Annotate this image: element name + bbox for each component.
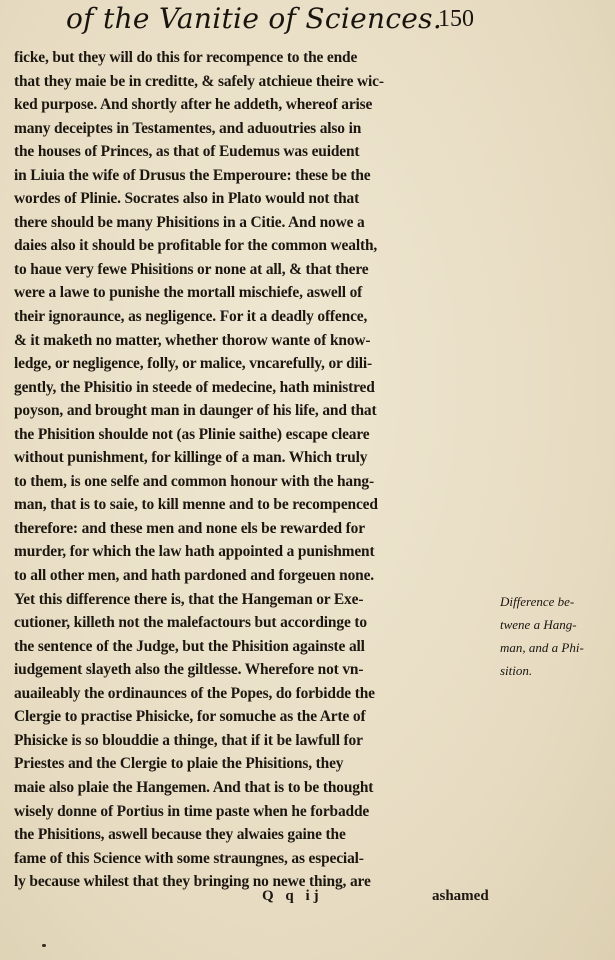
text-line: many deceiptes in Testamentes, and aduoutries also in <box>14 119 362 137</box>
marginal-note-line: twene a Hang- <box>500 617 577 632</box>
text-line: murder, for which the law hath appointed a punishment <box>14 543 375 561</box>
text-line: auaileably the ordinaunces of the Popes, do forbidde the <box>14 684 375 702</box>
signature-mark: Q q ij <box>262 888 323 904</box>
text-line: without punishment, for killinge of a man. Which truly <box>14 449 368 467</box>
text-line: in Liuia the wife of Drusus the Emperoure: these be the <box>14 166 371 184</box>
text-line: to all other men, and hath pardoned and forgeuen none. <box>14 567 375 585</box>
text-line: the houses of Princes, as that of Eudemus was euident <box>14 143 360 161</box>
text-line: cutioner, killeth not the malefactours but accordinge to <box>14 614 367 632</box>
text-line: ledge, or negligence, folly, or malice, vncarefully, or dili- <box>14 355 373 373</box>
text-line: ly because whilest that they bringing no newe thing, are <box>14 873 371 891</box>
text-line: daies also it should be profitable for the common wealth, <box>14 237 378 255</box>
marginal-note-line: Difference be- <box>500 594 575 609</box>
text-line: iudgement slayeth also the giltlesse. Wherefore not vn- <box>14 661 364 679</box>
text-line: Clergie to practise Phisicke, for somuche as the Arte of <box>14 708 366 726</box>
text-line: fame of this Science with some straungnes, as especial- <box>14 849 364 867</box>
text-line: their ignoraunce, as negligence. For it a deadly offence, <box>14 308 368 326</box>
text-line: poyson, and brought man in daunger of his life, and that <box>14 402 377 420</box>
text-line: Priestes and the Clergie to plaie the Phisitions, they <box>14 755 344 773</box>
marginal-note-line: sition. <box>500 663 533 678</box>
marginal-note-line: man, and a Phi- <box>500 640 584 655</box>
text-line: were a lawe to punishe the mortall mischiefe, aswell of <box>14 284 363 302</box>
text-line: the Phisition shoulde not (as Plinie saithe) escape cleare <box>14 425 370 443</box>
catchword: ashamed <box>432 888 489 904</box>
text-line: ked purpose. And shortly after he addeth, whereof arise <box>14 96 373 114</box>
running-title: of the Vanitie of Sciences. <box>66 2 443 35</box>
text-line: that they maie be in creditte, & safely atchieue theire wic- <box>14 72 384 90</box>
text-line: gently, the Phisitio in steede of medecine, hath ministred <box>14 378 375 396</box>
marginal-note <box>500 590 612 682</box>
body-text <box>14 46 496 894</box>
text-line: the Phisitions, aswell because they alwaies gaine the <box>14 826 346 844</box>
text-line: maie also plaie the Hangemen. And that is to be thought <box>14 778 374 796</box>
text-line: wordes of Plinie. Socrates also in Plato would not that <box>14 190 360 208</box>
page-number: 150 <box>438 6 474 32</box>
text-line: to haue very fewe Phisitions or none at all, & that there <box>14 260 369 278</box>
text-line: Phisicke is so blouddie a thinge, that if it be lawfull for <box>14 731 363 749</box>
page-header <box>58 2 498 38</box>
text-line: man, that is to saie, to kill menne and to be recompenced <box>14 496 378 514</box>
text-line: there should be many Phisitions in a Citie. And nowe a <box>14 213 365 231</box>
text-line: therefore: and these men and none els be rewarded for <box>14 519 365 537</box>
ink-speck <box>42 944 46 947</box>
text-line: to them, is one selfe and common honour with the hang- <box>14 472 374 490</box>
text-line: Yet this difference there is, that the Hangeman or Exe- <box>14 590 364 608</box>
text-line: the sentence of the Judge, but the Phisition againste all <box>14 637 365 655</box>
text-line: ficke, but they will do this for recompence to the ende <box>14 49 358 66</box>
text-line: & it maketh no matter, whether thorow wante of know- <box>14 331 371 349</box>
text-line: wisely donne of Portius in time paste when he forbadde <box>14 802 370 820</box>
